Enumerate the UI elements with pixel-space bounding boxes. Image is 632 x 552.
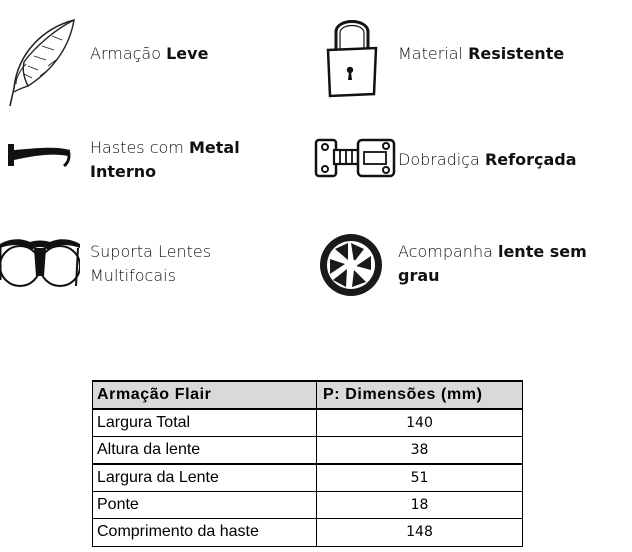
feather-icon (4, 18, 78, 112)
feature-text-bold: Resistente (468, 44, 565, 63)
glasses-temple-icon (6, 140, 72, 174)
camera-aperture-icon (318, 232, 384, 302)
table-row (93, 491, 523, 519)
table-row (93, 409, 523, 437)
table-row (93, 436, 523, 464)
table-header-row (93, 381, 523, 409)
padlock-icon (326, 12, 378, 102)
feature-text-bold: Leve (166, 44, 209, 63)
dimensions-table (92, 380, 523, 547)
feature-text (398, 240, 630, 288)
feature-text-plain: Dobradiça (398, 150, 485, 169)
feature-text (90, 136, 290, 184)
row-label: Comprimento da haste (93, 519, 317, 547)
feature-text (90, 42, 290, 66)
row-value: 38 (317, 436, 523, 464)
feature-text (90, 240, 260, 288)
feature-text (398, 42, 628, 66)
hinge-icon (314, 136, 396, 184)
row-value: 140 (317, 409, 523, 437)
feature-text-plain: Acompanha (398, 242, 498, 261)
row-label: Largura da Lente (93, 464, 317, 492)
feature-text-bold: Metal Interno (90, 138, 240, 181)
row-label: Altura da lente (93, 436, 317, 464)
table-header-frame: Armação Flair (93, 381, 317, 409)
feature-text-plain: Suporta Lentes Multifocais (90, 242, 212, 285)
feature-text-plain: Hastes com (90, 138, 189, 157)
feature-text (398, 148, 628, 172)
feature-text-plain: Armação (90, 44, 167, 63)
table-row (93, 464, 523, 492)
feature-text-bold: lente sem grau (398, 242, 587, 285)
row-value: 51 (317, 464, 523, 492)
row-label: Ponte (93, 491, 317, 519)
feature-text-bold: Reforçada (484, 150, 577, 169)
table-row (93, 519, 523, 547)
round-glasses-icon (0, 236, 80, 298)
row-value: 18 (317, 491, 523, 519)
row-value: 148 (317, 519, 523, 547)
table-header-dimensions: P: Dimensões (mm) (317, 381, 523, 409)
feature-text-plain: Material (398, 44, 469, 63)
row-label: Largura Total (93, 409, 317, 437)
